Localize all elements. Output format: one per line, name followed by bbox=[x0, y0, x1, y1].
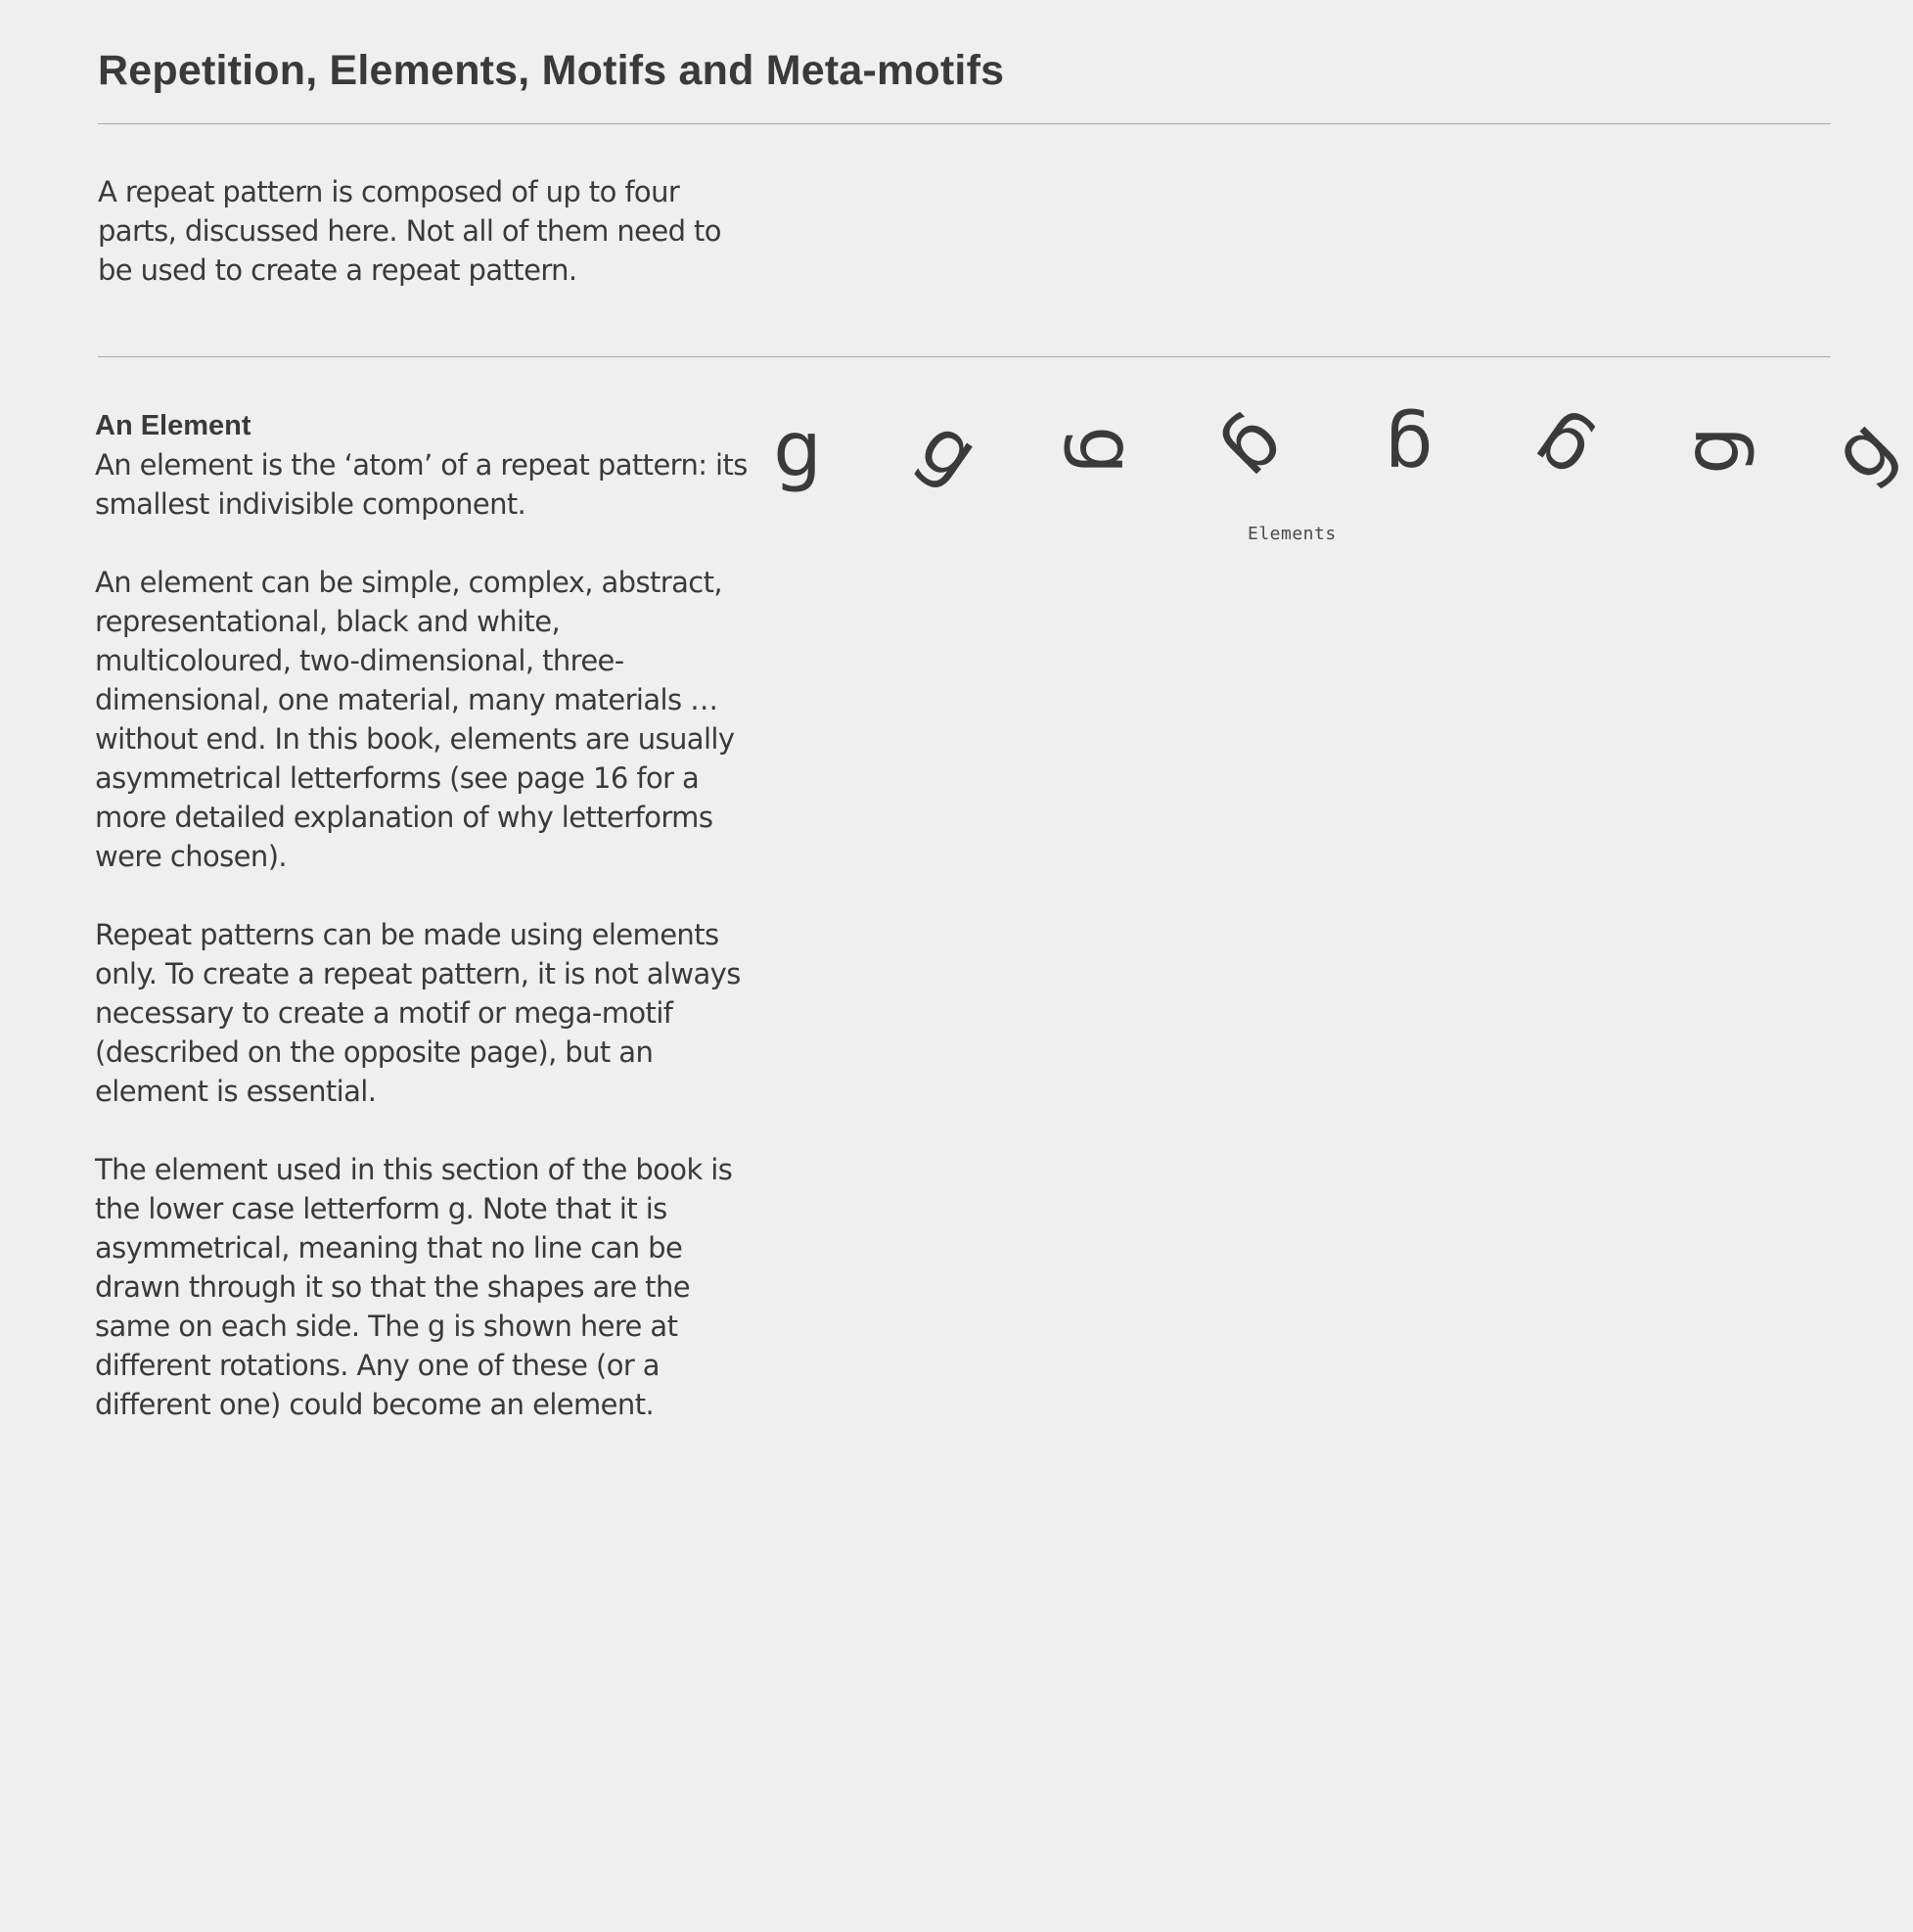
intro-paragraph: A repeat pattern is composed of up to four parts, discussed here. Not all of them need to be used to create a repeat pattern. bbox=[98, 175, 721, 287]
element-glyph: g bbox=[1061, 426, 1150, 475]
top-divider bbox=[98, 123, 1831, 124]
section-paragraph-3: Repeat patterns can be made using elements only. To create a repeat pattern, it is not always necessary to create a motif or mega-motif (described on the opposite page), but an element is essential. bbox=[95, 918, 741, 1108]
element-glyph: g bbox=[903, 399, 995, 501]
element-glyph: g bbox=[773, 406, 822, 494]
element-glyph: g bbox=[1208, 401, 1306, 499]
section-heading: An Element bbox=[95, 410, 251, 441]
section-paragraph-4: The element used in this section of the book is the lower case letterform g. Note that it is asymmetrical, meaning that no line can be drawn through it so that the shapes are the same on each side. The g is shown here at different rotations. Any one of these (or a different one) could become an element. bbox=[95, 1153, 733, 1421]
section-paragraph-1: An element is the ‘atom’ of a repeat pattern: its smallest indivisible component. bbox=[95, 448, 748, 521]
element-glyph: g bbox=[1815, 401, 1913, 499]
element-section bbox=[95, 406, 751, 1463]
figure-caption: Elements bbox=[1248, 524, 1337, 544]
section-divider bbox=[98, 356, 1831, 357]
page-title: Repetition, Elements, Motifs and Meta-motifs bbox=[98, 47, 1005, 94]
section-paragraph-2: An element can be simple, complex, abstract, representational, black and white, multicoloured, two-dimensional, three-dimensional, one material, many materials … without end. In this book, elements are usually asymmetrical letterforms (see page 16 for a more detailed explanation of why letterforms were chosen). bbox=[95, 566, 735, 873]
element-glyph: g bbox=[1515, 399, 1607, 501]
element-glyph: g bbox=[1385, 406, 1434, 494]
rotated-g-elements bbox=[744, 399, 1913, 509]
element-glyph: g bbox=[1667, 426, 1756, 475]
